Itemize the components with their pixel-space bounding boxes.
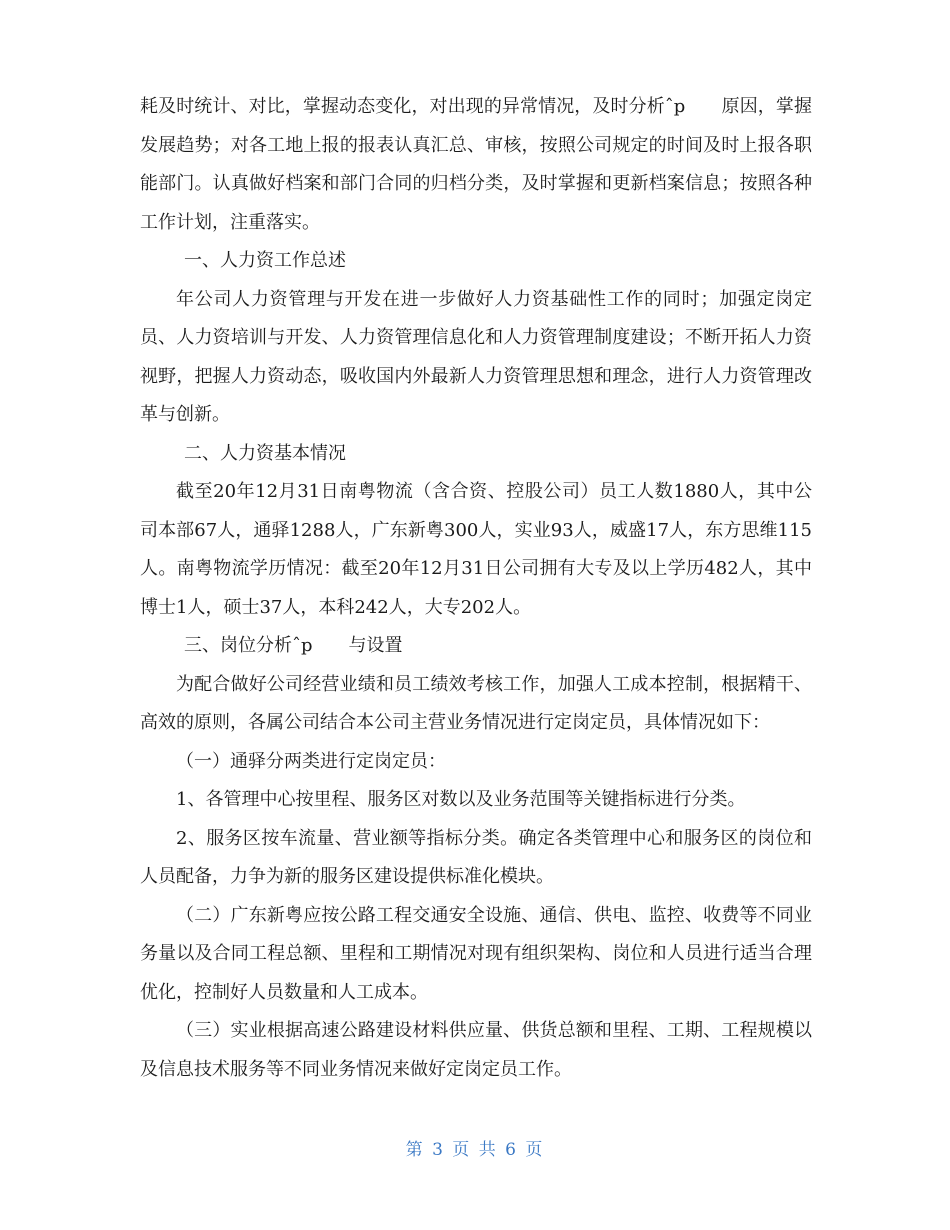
section-heading: 三、岗位分析ˆp 与设置 — [184, 635, 403, 656]
paragraph: 年公司人力资管理与开发在进一步做好人力资基础性工作的同时；加强定岗定员、人力资培训与开发、人力资管理信息化和人力资管理制度建设；不断开拓人力资视野，把握人力资动态，吸收国内外最新人力资管理思想和理念，进行人力资管理改革与创新。 — [140, 288, 812, 425]
page-number-footer: 第 3 页 共 6 页 — [405, 1140, 545, 1160]
subsection-paragraph: （一）通驿分两类进行定岗定员： — [176, 750, 446, 772]
paragraph: 为配合做好公司经营业绩和员工绩效考核工作，加强人工成本控制，根据精干、高效的原则，各属公司结合本公司主营业务情况进行定岗定员，具体情况如下： — [140, 673, 812, 733]
document-body — [140, 88, 812, 1089]
subsection-paragraph: （二）广东新粤应按公路工程交通安全设施、通信、供电、监控、收费等不同业务量以及合同工程总额、里程和工期情况对现有组织架构、岗位和人员进行适当合理优化，控制好人员数量和人工成本。 — [140, 904, 812, 1003]
section-heading: 二、人力资基本情况 — [184, 442, 346, 464]
paragraph: 截至20年12月31日南粤物流（含合资、控股公司）员工人数1880人，其中公司本部67人，通驿1288人，广东新粤300人，实业93人，威盛17人，东方思维115人。南粤物流学历情况：截至20年12月31日公司拥有大专及以上学历482人，其中博士1人，硕士37人，本科242人，大专202人。 — [140, 481, 812, 618]
subsection-paragraph: （三）实业根据高速公路建设材料供应量、供货总额和里程、工期、工程规模以及信息技术服务等不同业务情况来做好定岗定员工作。 — [140, 1020, 812, 1080]
section-heading: 一、人力资工作总述 — [184, 250, 346, 271]
list-item: 2、服务区按车流量、营业额等指标分类。确定各类管理中心和服务区的岗位和人员配备，力争为新的服务区建设提供标准化模块。 — [140, 827, 812, 887]
paragraph: 耗及时统计、对比，掌握动态变化，对出现的异常情况，及时分析ˆp 原因，掌握发展趋势；对各工地上报的报表认真汇总、审核，按照公司规定的时间及时上报各职能部门。认真做好档案和部门合同的归档分类，及时掌握和更新档案信息；按照各种工作计划，注重落实。 — [140, 96, 812, 233]
list-item: 1、各管理中心按里程、服务区对数以及业务范围等关键指标进行分类。 — [176, 789, 746, 810]
